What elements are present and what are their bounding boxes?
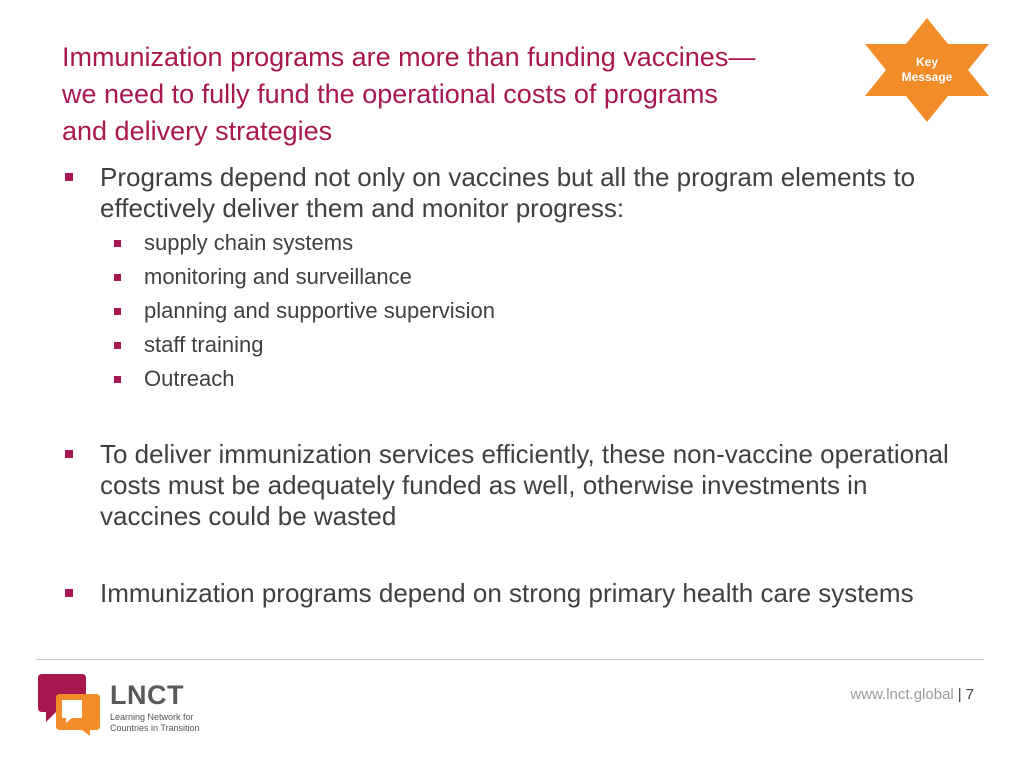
title-line-2: we need to fully fund the operational costs of programs [62, 79, 718, 109]
bullet-item-2 [62, 439, 972, 532]
footer-separator: | [957, 686, 962, 703]
title-line-3: and delivery strategies [62, 116, 333, 146]
key-message-label [865, 55, 989, 85]
bullet-item-3 [62, 578, 972, 609]
logo-wordmark: LNCT [110, 680, 184, 710]
sub-bullet-item: planning and supportive supervision [144, 294, 972, 328]
bullet-text-2: To deliver immunization services efficiently, these non-vaccine operational costs must be adequately funded as well, otherwise investments in vaccines could be wasted [100, 439, 949, 531]
spacer [62, 396, 972, 439]
bullet-text-3: Immunization programs depend on strong primary health care systems [100, 578, 914, 608]
logo-subtitle [110, 712, 200, 734]
slide-title [62, 39, 882, 150]
key-message-line-1: Key [915, 55, 938, 69]
sub-bullet-list [62, 226, 972, 396]
sub-bullet-item: Outreach [144, 362, 972, 396]
key-message-line-2: Message [901, 70, 953, 84]
logo-subtitle-line-1: Learning Network for [110, 712, 194, 722]
key-message-badge [865, 18, 989, 122]
logo-subtitle-line-2: Countries in Transition [110, 723, 200, 733]
title-line-1: Immunization programs are more than funding vaccines— [62, 42, 756, 72]
bullet-item-1 [62, 162, 972, 224]
page-number: 7 [965, 686, 974, 703]
footer [850, 686, 974, 704]
bullet-text-1: Programs depend not only on vaccines but all the program elements to effectively deliver them and monitor progress: [100, 162, 916, 223]
speech-bubbles-icon [38, 672, 104, 738]
lnct-logo [38, 672, 238, 742]
spacer [62, 532, 972, 578]
sub-bullet-item: staff training [144, 328, 972, 362]
sub-bullet-item: monitoring and surveillance [144, 260, 972, 294]
footer-divider [36, 659, 984, 660]
sub-bullet-item: supply chain systems [144, 226, 972, 260]
bullet-list [62, 162, 972, 609]
footer-url: www.lnct.global [850, 686, 954, 703]
